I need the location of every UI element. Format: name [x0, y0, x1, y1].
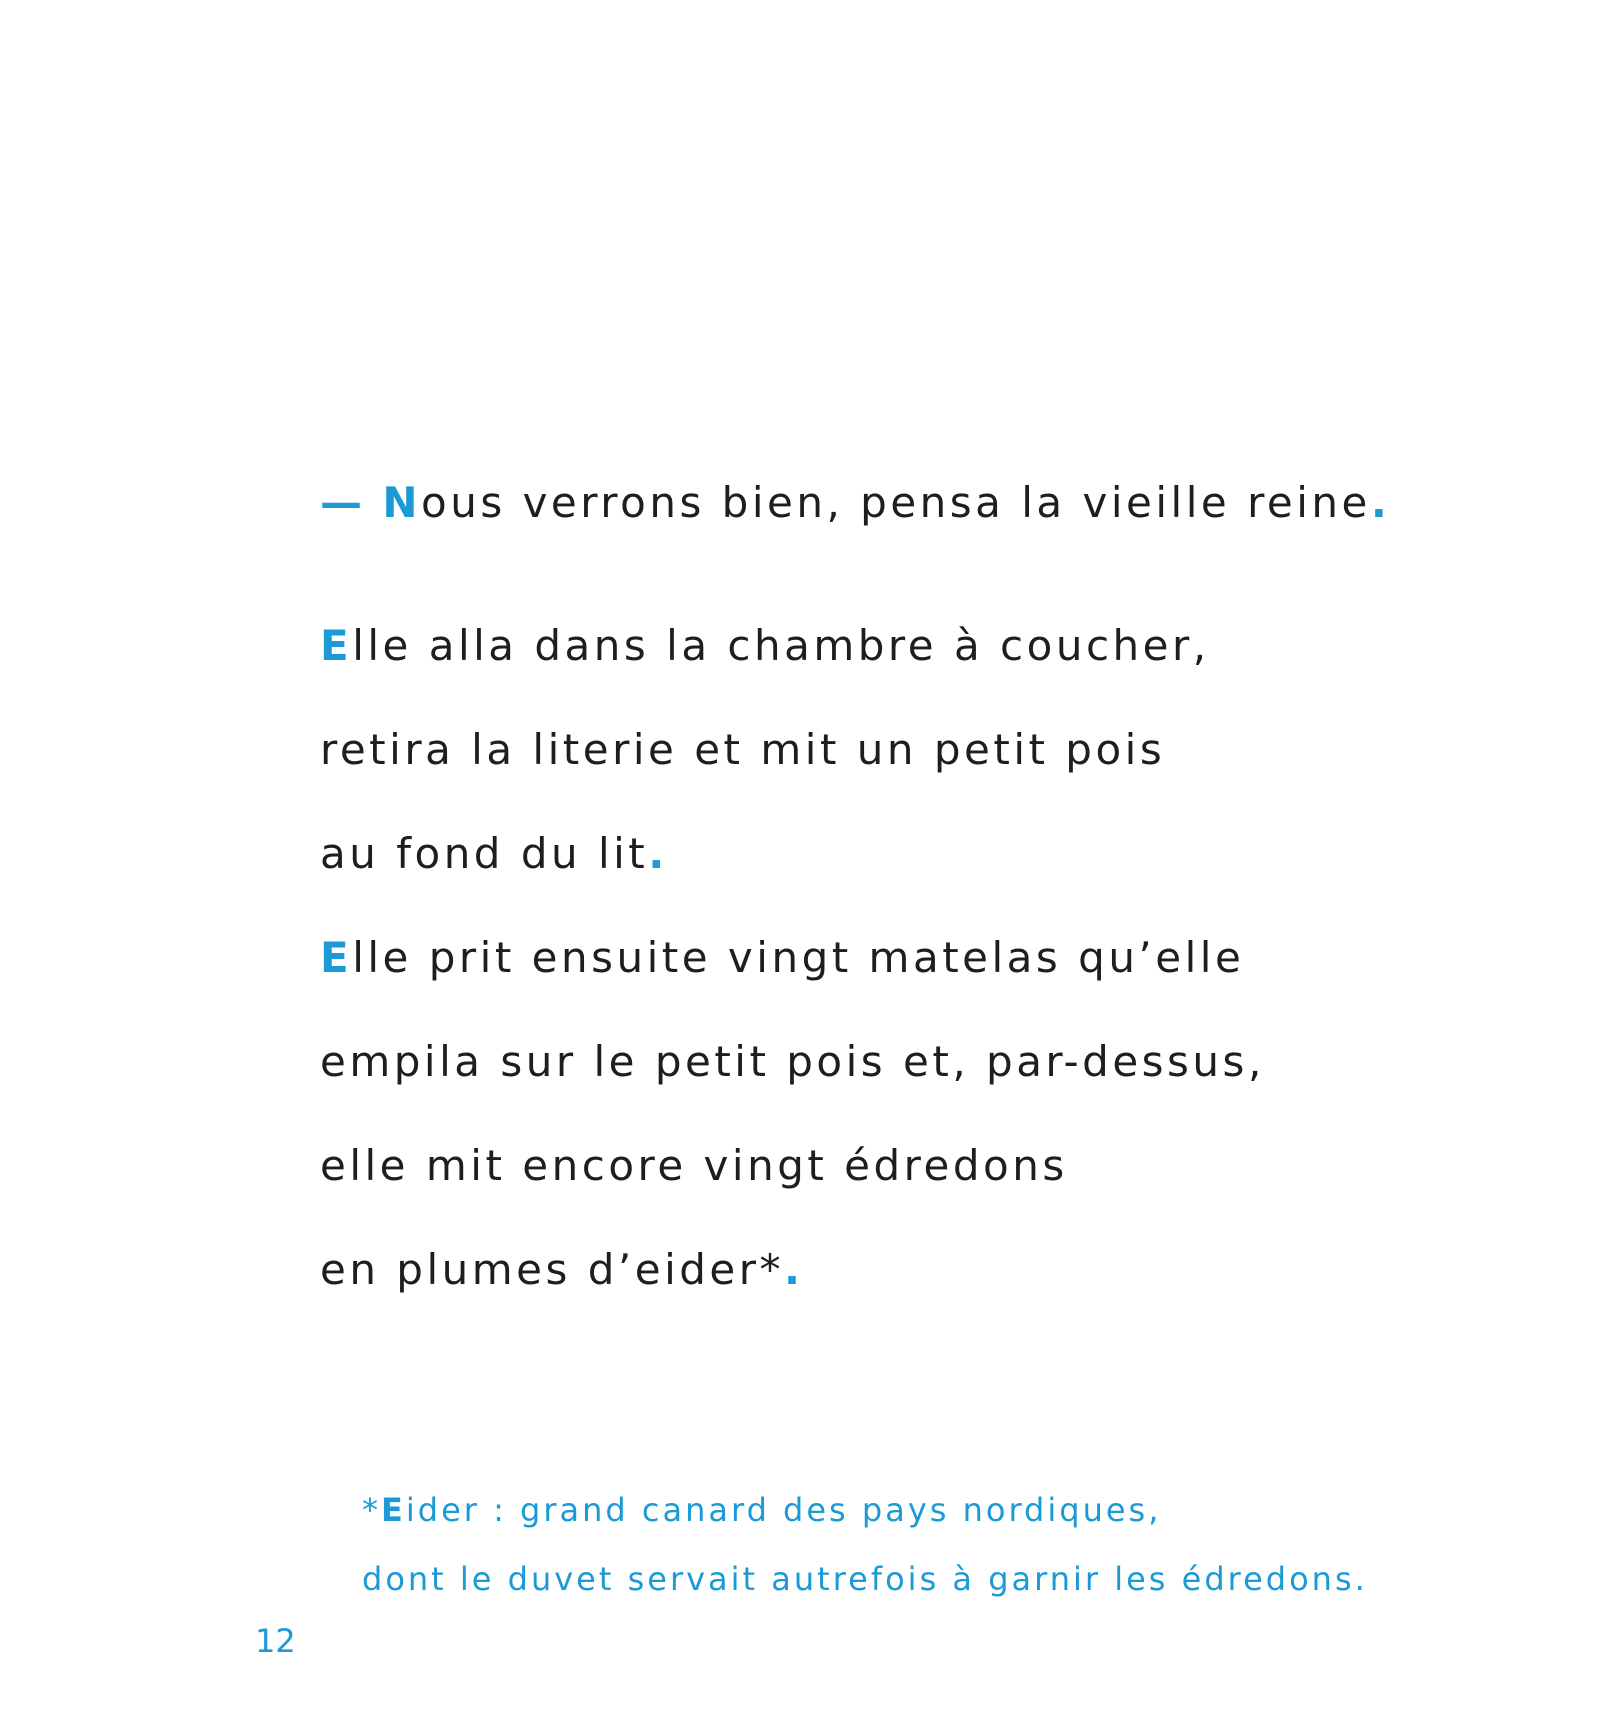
paragraph1-period: . [648, 829, 668, 878]
dialogue-dash: — [320, 478, 366, 527]
paragraph1-initial: E [320, 621, 353, 670]
paragraph2-line3-text: elle mit encore vingt édredons [320, 1141, 1068, 1190]
footnote-line2 [362, 1560, 1368, 1598]
paragraph1-line2-text: retira la literie et mit un petit pois [320, 725, 1166, 774]
footnote-term: ider : [405, 1491, 507, 1529]
paragraph2-line4 [320, 1245, 804, 1294]
paragraph2-period: . [784, 1245, 804, 1294]
paragraph2-line1-text: lle prit ensuite vingt matelas qu’elle [352, 933, 1245, 982]
paragraph2-initial: E [320, 933, 353, 982]
footnote-asterisk: * [362, 1491, 381, 1529]
paragraph1-line1-text: lle alla dans la chambre à coucher, [352, 621, 1210, 670]
dialogue-period: . [1370, 478, 1391, 527]
footnote-term-initial: E [381, 1491, 406, 1529]
footnote-line1-text: grand canard des pays nordiques, [520, 1491, 1162, 1529]
paragraph1-line1 [320, 621, 1210, 670]
page-number: 12 [255, 1622, 296, 1660]
paragraph1-line3 [320, 829, 668, 878]
paragraph1-line2 [320, 725, 1166, 774]
paragraph2-line1 [320, 933, 1245, 982]
footnote-line2-text: dont le duvet servait autrefois à garnir les édredons. [362, 1560, 1368, 1598]
paragraph1-line3-text: au fond du lit [320, 829, 649, 878]
dialogue-line [320, 478, 1391, 527]
paragraph2-line4-text: en plumes d’eider* [320, 1245, 785, 1294]
dialogue-initial: N [382, 478, 422, 527]
dialogue-text: ous verrons bien, pensa la vieille reine [421, 478, 1371, 527]
paragraph2-line3 [320, 1141, 1068, 1190]
paragraph2-line2 [320, 1037, 1265, 1086]
footnote-line1 [362, 1491, 1162, 1529]
paragraph2-line2-text: empila sur le petit pois et, par-dessus, [320, 1037, 1265, 1086]
